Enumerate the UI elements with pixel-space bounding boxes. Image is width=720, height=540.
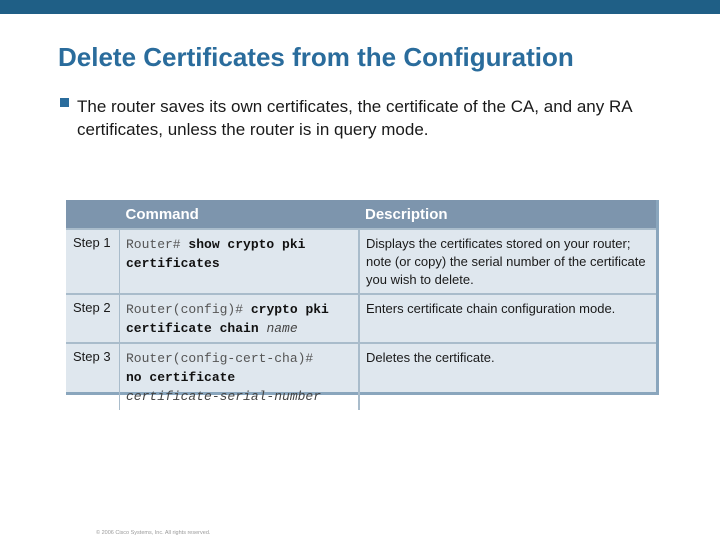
cli-argument: name xyxy=(266,321,298,336)
step-label: Step 1 xyxy=(66,229,120,294)
command-table xyxy=(66,200,656,410)
description-cell: Deletes the certificate. xyxy=(359,343,656,410)
table-header-row xyxy=(66,200,656,229)
bullet-text: The router saves its own certificates, the certificate of the CA, and any RA certificates, unless the router is in query mode. xyxy=(77,97,632,139)
cli-keyword: certificate chain xyxy=(126,321,259,336)
bullet-item xyxy=(60,95,670,141)
description-cell: Displays the certificates stored on your router; note (or copy) the serial number of the certificate you wish to delete. xyxy=(359,229,656,294)
cli-keyword: no certificate xyxy=(126,370,236,385)
table-row xyxy=(66,294,656,343)
cli-prompt: Router(config-cert-cha)# xyxy=(126,351,314,366)
slide-title: Delete Certificates from the Configuration xyxy=(58,42,574,72)
step-label: Step 3 xyxy=(66,343,120,410)
table-row xyxy=(66,229,656,294)
header-description: Description xyxy=(359,200,656,229)
description-cell: Enters certificate chain configuration mode. xyxy=(359,294,656,343)
header-command: Command xyxy=(120,200,360,229)
step-label: Step 2 xyxy=(66,294,120,343)
copyright-footer: © 2006 Cisco Systems, Inc. All rights reserved. xyxy=(96,530,211,536)
cli-keyword: crypto pki xyxy=(250,302,329,317)
cli-prompt: Router# xyxy=(126,237,181,252)
cli-prompt: Router(config)# xyxy=(126,302,244,317)
top-banner-bar xyxy=(0,0,720,14)
cli-keyword: certificates xyxy=(126,256,220,271)
cli-keyword: show crypto pki xyxy=(188,237,306,252)
square-bullet-icon xyxy=(60,98,69,107)
command-cell xyxy=(120,294,360,343)
command-table-panel xyxy=(66,200,659,404)
command-cell xyxy=(120,343,360,410)
cli-argument: certificate-serial-number xyxy=(126,389,322,404)
command-cell xyxy=(120,229,360,294)
table-row xyxy=(66,343,656,410)
header-step xyxy=(66,200,120,229)
